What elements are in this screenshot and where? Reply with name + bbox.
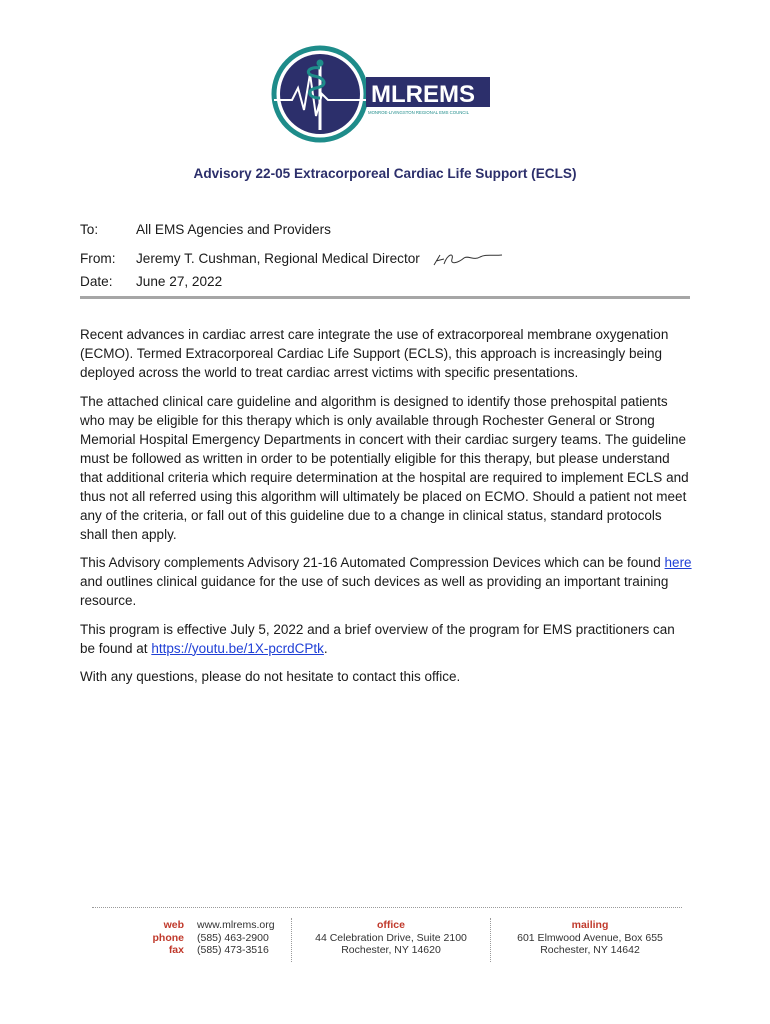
footer-separator [490, 918, 491, 962]
signature-icon [430, 249, 504, 269]
phone-value: (585) 463-2900 [197, 931, 269, 944]
fax-value: (585) 473-3516 [197, 944, 269, 956]
footer-divider [92, 907, 682, 908]
p3-text-pre: This Advisory complements Advisory 21-16 Automated Compression Devices which can be found [80, 555, 665, 570]
paragraph-guideline: The attached clinical care guideline and algorithm is designed to identify those prehospital patients who may be eligible for this therapy which is only available through Rochester General or Strong Memorial Hospital Emergency Departments in concert with their cardiac surgery teams. The guideline must be followed as written in order to be potentially eligible for this therapy, but please understand that additional criteria which require determination at the hospital are required to implement ECLS and thus not all referred using this algorithm will ultimately be placed on ECMO. Should a patient not meet any of the criteria, or fall out of this guideline due to a change in clinical status, standard protocols shall then apply. [80, 393, 689, 542]
date-row [80, 274, 222, 289]
here-link[interactable]: here [664, 555, 692, 570]
office-label: office [376, 919, 405, 931]
logo-subtitle: MONROE-LIVINGSTON REGIONAL EMS COUNCIL [368, 110, 469, 115]
from-value: Jeremy T. Cushman, Regional Medical Director [136, 251, 420, 266]
date-value: June 27, 2022 [136, 274, 223, 289]
p3-text-post: and outlines clinical guidance for the use of such devices as well as providing an important training resource. [80, 574, 669, 608]
paragraph-intro: Recent advances in cardiac arrest care integrate the use of extracorporeal membrane oxygenation (ECMO). Termed Extracorporeal Cardiac Life Support (ECLS), this approach is increasingly being deployed across the world to treat cardiac arrest victims with specific presentations. [80, 327, 669, 380]
advisory-title: Advisory 22-05 Extracorporeal Cardiac Life Support (ECLS) [193, 166, 577, 181]
phone-label: phone [152, 931, 184, 944]
office-line1: 44 Celebration Drive, Suite 2100 [315, 931, 467, 944]
p4-text-pre: This program is effective July 5, 2022 and a brief overview of the program for EMS practitioners can be found at [80, 621, 675, 656]
footer-contact-labels [134, 919, 184, 957]
header-divider [80, 296, 690, 299]
p4-text-post: . [323, 640, 328, 656]
date-label: Date: [80, 274, 113, 289]
from-row [80, 249, 504, 269]
youtube-link[interactable]: https://youtu.be/1X-pcrdCPtk [151, 640, 324, 656]
mailing-line1: 601 Elmwood Avenue, Box 655 [517, 931, 663, 944]
mlrems-logo [270, 44, 500, 144]
mailing-label: mailing [571, 919, 609, 931]
footer-contact-values [197, 919, 289, 957]
web-value: www.mlrems.org [197, 919, 275, 931]
paragraph-contact: With any questions, please do not hesitate to contact this office. [80, 669, 461, 684]
to-label: To: [80, 222, 99, 237]
paragraph-effective [80, 620, 692, 658]
to-value: All EMS Agencies and Providers [136, 222, 331, 237]
logo-name: MLREMS [371, 81, 475, 108]
to-row [80, 222, 331, 237]
from-label: From: [80, 251, 116, 266]
web-label: web [163, 919, 184, 931]
fax-label: fax [168, 944, 184, 956]
mailing-line2: Rochester, NY 14642 [540, 944, 640, 956]
footer-separator [291, 918, 292, 962]
footer-office [300, 919, 482, 957]
office-line2: Rochester, NY 14620 [341, 944, 441, 956]
advisory-body [80, 325, 692, 696]
paragraph-complements [80, 553, 692, 610]
footer-mailing [498, 919, 682, 957]
